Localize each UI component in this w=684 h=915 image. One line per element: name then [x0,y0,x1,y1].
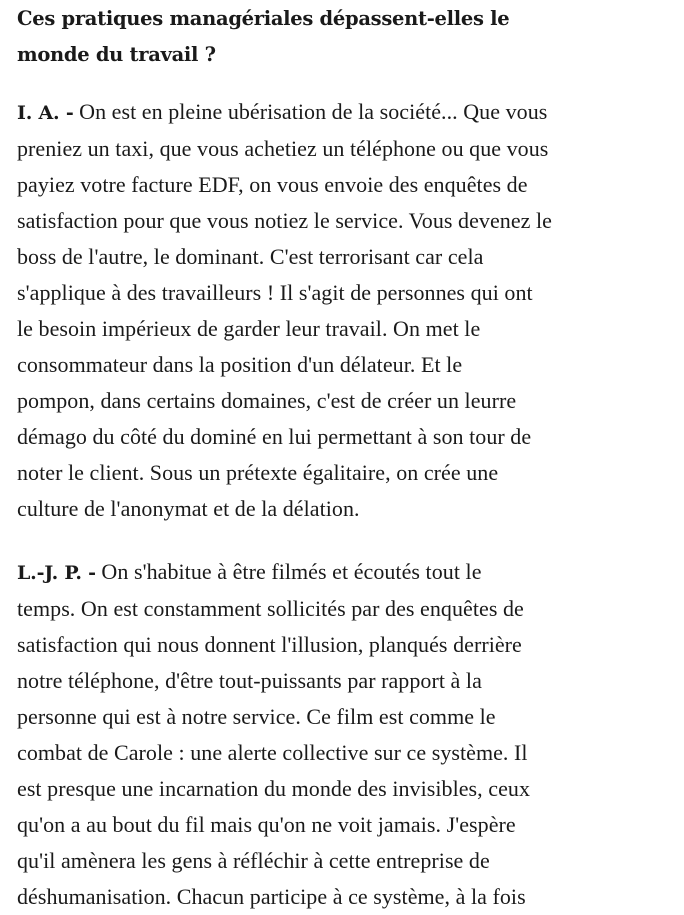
paragraph-line: culture de l'anonymat et de la délation. [17,496,360,521]
paragraph-line: combat de Carole : une alerte collective sur ce système. Il [17,740,528,765]
question-line: Ces pratiques managériales dépassent-elles le [17,7,510,30]
interview-question [17,0,667,73]
paragraph-line: preniez un taxi, que vous achetiez un téléphone ou que vous [17,136,549,161]
speaker-initials: L.-J. P. - [17,562,96,584]
paragraph-line: démago du côté du dominé en lui permettant à son tour de [17,424,532,449]
paragraph-line: boss de l'autre, le dominant. C'est terrorisant car cela [17,244,484,269]
paragraph-line: qu'il amènera les gens à réfléchir à cette entreprise de [17,848,490,873]
answer-paragraph-ia [17,94,552,527]
paragraph-line: pompon, dans certains domaines, c'est de créer un leurre [17,388,517,413]
paragraph-line: qu'on a au bout du fil mais qu'on ne voit jamais. J'espère [17,812,516,837]
paragraph-line: payiez votre facture EDF, on vous envoie des enquêtes de [17,172,528,197]
paragraph-line: personne qui est à notre service. Ce film est comme le [17,704,496,729]
paragraph-line: s'applique à des travailleurs ! Il s'agit de personnes qui ont [17,280,533,305]
paragraph-line: satisfaction pour que vous notiez le service. Vous devenez le [17,208,552,233]
paragraph-line: satisfaction qui nous donnent l'illusion, planqués derrière [17,632,522,657]
paragraph-line: le besoin impérieux de garder leur travail. On met le [17,316,481,341]
paragraph-line: déshumanisation. Chacun participe à ce système, à la fois [17,884,526,909]
paragraph-line: est presque une incarnation du monde des invisibles, ceux [17,776,530,801]
paragraph-line [17,554,530,591]
paragraph-text: On est en pleine ubérisation de la société... Que vous [73,99,548,124]
answer-paragraph-ljp [17,554,530,915]
speaker-initials: I. A. - [17,102,74,124]
paragraph-line: noter le client. Sous un prétexte égalitaire, on crée une [17,460,499,485]
paragraph-line: temps. On est constamment sollicités par des enquêtes de [17,596,524,621]
paragraph-line: consommateur dans la position d'un délateur. Et le [17,352,463,377]
paragraph-line [17,94,552,131]
article-body [17,0,667,909]
question-line: monde du travail ? [17,43,216,66]
paragraph-line: notre téléphone, d'être tout-puissants par rapport à la [17,668,482,693]
paragraph-text: On s'habitue à être filmés et écoutés tout le [95,559,482,584]
